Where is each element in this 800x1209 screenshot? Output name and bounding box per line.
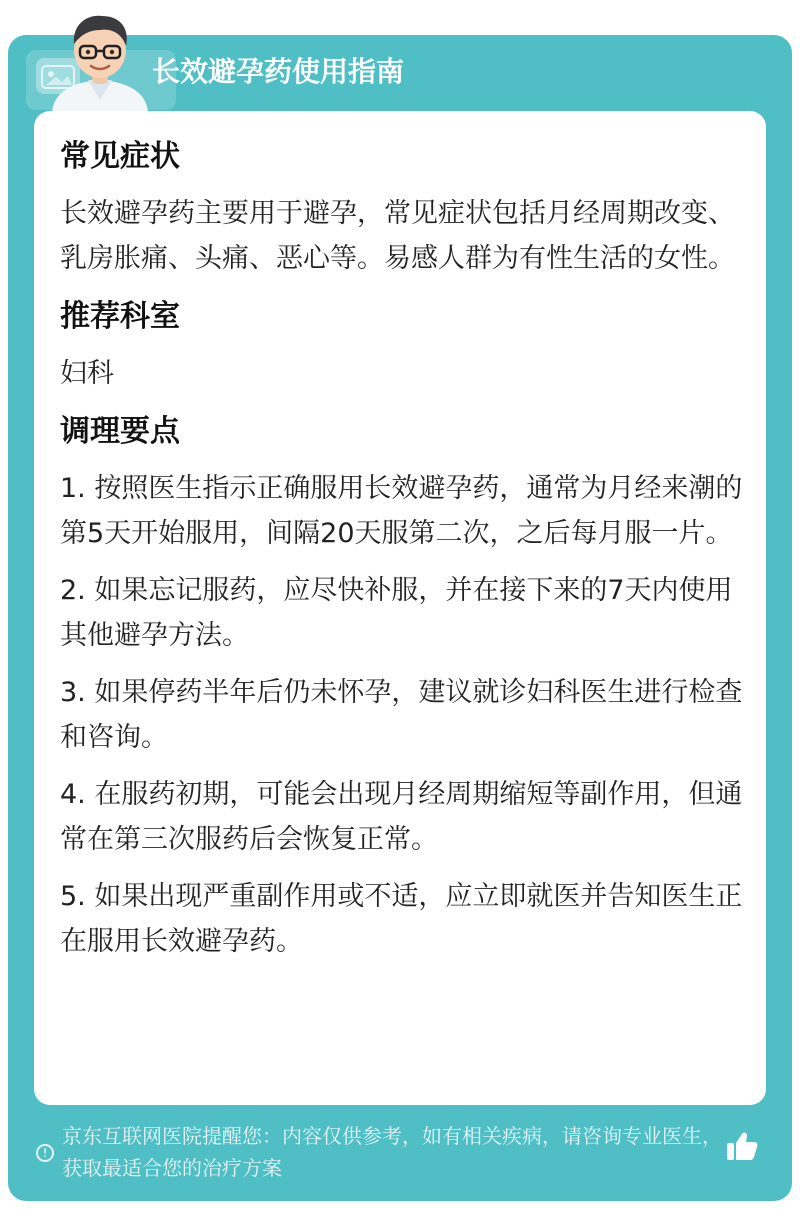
thumbs-up-icon[interactable] (724, 1128, 760, 1164)
care-item-2: 2. 如果忘记服药，应尽快补服，并在接下来的7天内使用其他避孕方法。 (60, 575, 733, 651)
symptoms-text: 长效避孕药主要用于避孕，常见症状包括月经周期改变、乳房胀痛、头痛、恶心等。易感人群为有性生活的女性。 (60, 198, 735, 274)
care-item-1: 1. 按照医生指示正确服用长效避孕药，通常为月经来潮的第5天开始服用，间隔20天服第二次，之后每月服一片。 (60, 473, 743, 549)
footer-text: 京东互联网医院提醒您：内容仅供参考，如有相关疾病，请咨询专业医生，获取最适合您的治疗方案 (62, 1124, 722, 1180)
doctor-avatar (44, 8, 156, 112)
care-item-4: 4. 在服药初期，可能会出现月经周期缩短等副作用，但通常在第三次服药后会恢复正常。 (60, 779, 743, 855)
content-body (60, 133, 744, 976)
page-title: 长效避孕药使用指南 (152, 55, 405, 88)
footer-notice (36, 1120, 756, 1190)
department-text: 妇科 (60, 358, 114, 389)
section-title-department: 推荐科室 (60, 299, 180, 334)
section-title-symptoms: 常见症状 (60, 139, 180, 174)
section-title-care: 调理要点 (60, 414, 180, 449)
content-card (34, 111, 766, 1105)
care-item-5: 5. 如果出现严重副作用或不适，应立即就医并告知医生正在服用长效避孕药。 (60, 881, 743, 957)
info-icon: ! (36, 1144, 54, 1162)
care-item-3: 3. 如果停药半年后仍未怀孕，建议就诊妇科医生进行检查和咨询。 (60, 677, 743, 753)
